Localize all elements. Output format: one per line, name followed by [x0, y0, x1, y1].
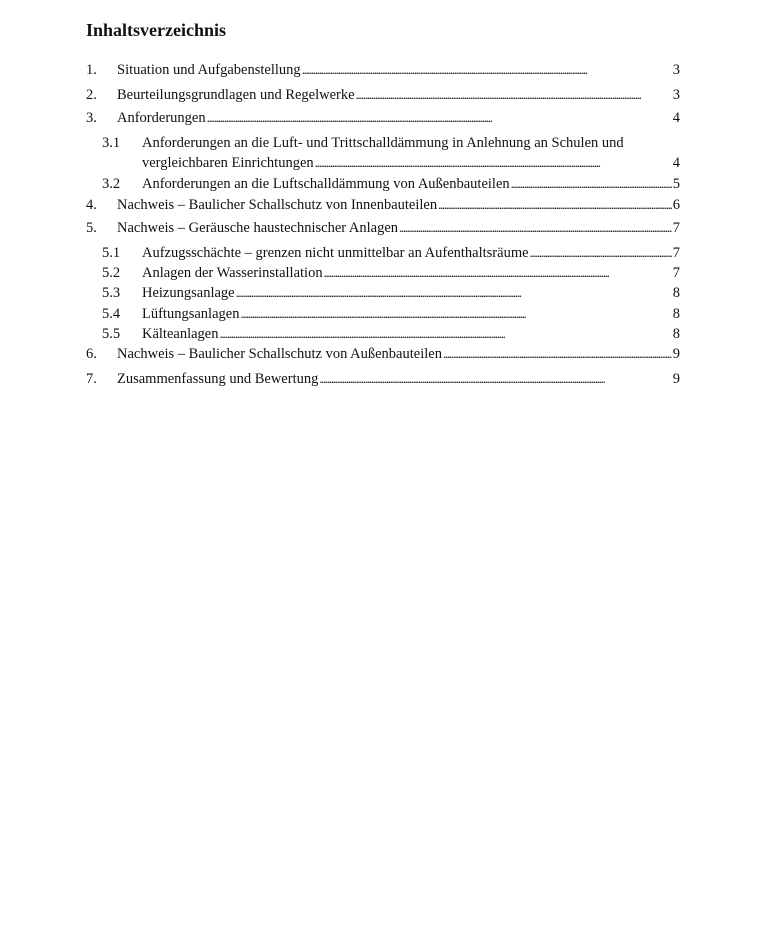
toc-leader-dots	[220, 324, 672, 344]
toc-leader-dots	[302, 60, 672, 80]
toc-entry-page: 6	[672, 197, 680, 213]
toc-leader-dots	[324, 263, 672, 283]
toc-leader-dots	[319, 369, 671, 389]
toc-entry-page: 5	[672, 176, 680, 192]
toc-leader-dots	[511, 174, 672, 194]
toc-entry-label: Nachweis – Baulicher Schallschutz von Innenbauteilen	[117, 197, 438, 213]
toc-entry-number: 2.	[86, 87, 97, 103]
toc-entry-page: 8	[672, 306, 680, 322]
toc-entry-label: Anforderungen an die Luftschalldämmung von Außenbauteilen	[142, 176, 510, 192]
toc-leader-dots	[399, 218, 672, 238]
toc-entry-label-line1: Anforderungen an die Luft- und Trittschalldämmung in Anlehnung an Schulen und	[142, 135, 624, 151]
toc-entry-number: 5.2	[102, 265, 121, 281]
toc-entry-page: 8	[672, 326, 680, 342]
toc-entry-page: 7	[672, 265, 680, 281]
toc-entry-label: Nachweis – Geräusche haustechnischer Anlagen	[117, 220, 399, 236]
toc-leader-dots	[207, 108, 672, 128]
toc-entry-number: 7.	[86, 371, 97, 387]
toc-entry-page: 3	[672, 87, 680, 103]
toc-entry-label: Anlagen der Wasserinstallation	[142, 265, 323, 281]
toc-entry-page: 9	[672, 371, 680, 387]
toc-entry-page: 4	[672, 155, 680, 171]
toc-entry-label: Heizungsanlage	[142, 285, 235, 301]
toc-entry-label: vergleichbaren Einrichtungen	[142, 155, 314, 171]
toc-entry-number: 1.	[86, 62, 97, 78]
toc-leader-dots	[530, 243, 672, 263]
toc-entry-page: 8	[672, 285, 680, 301]
toc-leader-dots	[315, 153, 672, 173]
toc-entry-number: 4.	[86, 197, 97, 213]
toc-entry-number: 5.5	[102, 326, 121, 342]
toc-entry-page: 3	[672, 62, 680, 78]
toc-entry-label: Aufzugsschächte – grenzen nicht unmittelbar an Aufenthaltsräume	[142, 245, 529, 261]
toc-leader-dots	[438, 195, 672, 215]
toc-leader-dots	[443, 344, 672, 364]
toc-entry-number: 5.3	[102, 285, 121, 301]
toc-entry-page: 9	[672, 346, 680, 362]
toc-entry[interactable]	[86, 133, 680, 173]
toc-entry-label: Nachweis – Baulicher Schallschutz von Außenbauteilen	[117, 346, 442, 362]
toc-entry-label: Beurteilungsgrundlagen und Regelwerke	[117, 87, 355, 103]
toc-entry-label: Zusammenfassung und Bewertung	[117, 371, 319, 387]
toc-entry-label: Anforderungen	[117, 110, 206, 126]
toc-entry-number: 5.	[86, 220, 97, 236]
toc-entry-page: 7	[672, 245, 680, 261]
toc-entry-label: Kälteanlagen	[142, 326, 219, 342]
toc-leader-dots	[240, 304, 671, 324]
toc-entry-number: 5.1	[102, 245, 121, 261]
toc-title: Inhaltsverzeichnis	[86, 20, 227, 40]
toc-entry-number: 5.4	[102, 306, 121, 322]
toc-entry-number: 3.2	[102, 176, 121, 192]
toc-leader-dots	[356, 85, 672, 105]
toc-entry-number: 6.	[86, 346, 97, 362]
toc-entry-page: 7	[672, 220, 680, 236]
toc-entry-number: 3.1	[102, 135, 121, 151]
toc-entry-label: Situation und Aufgabenstellung	[117, 62, 301, 78]
toc-entry-label: Lüftungsanlagen	[142, 306, 240, 322]
toc-entry-number: 3.	[86, 110, 97, 126]
toc-entry-page: 4	[672, 110, 680, 126]
toc-leader-dots	[236, 283, 672, 303]
